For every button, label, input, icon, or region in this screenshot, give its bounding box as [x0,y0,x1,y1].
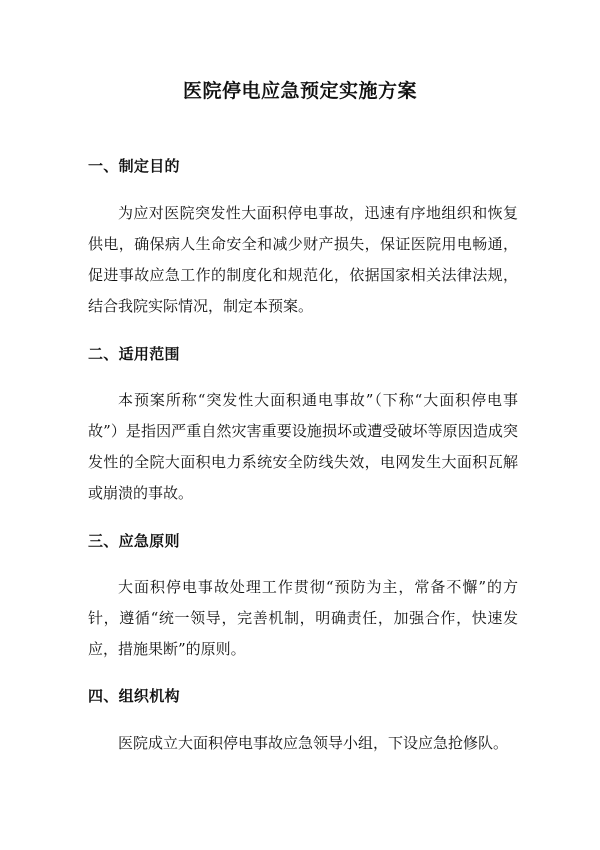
section-heading-purpose: 一、制定目的 [88,157,180,175]
section-body-scope: 本预案所称“突发性大面积通电事故”（下称“大面积停电事故”）是指因严重自然灾害重要设施损坏或遭受破坏等原因造成突发性的全院大面积电力系统安全防线失效，电网发生大面积瓦解或崩溃的事故。 [88,391,518,502]
section-heading-organization: 四、组织机构 [88,687,180,705]
section-body-principles: 大面积停电事故处理工作贯彻“预防为主，常备不懈”的方针，遵循“统一领导，完善机制，明确责任，加强合作，快速发应，措施果断”的原则。 [88,578,518,658]
section-heading-principles: 三、应急原则 [88,532,180,550]
document-title: 医院停电应急预定实施方案 [182,80,417,102]
section-body-organization: 医院成立大面积停电事故应急领导小组，下设应急抢修队。 [118,734,509,752]
section-heading-scope: 二、适用范围 [88,345,180,363]
section-body-purpose: 为应对医院突发性大面积停电事故，迅速有序地组织和恢复供电，确保病人生命安全和减少财产损失，保证医院用电畅通，促进事故应急工作的制度化和规范化，依据国家相关法律法规，结合我院实际情况，制定本预案。 [88,204,518,315]
